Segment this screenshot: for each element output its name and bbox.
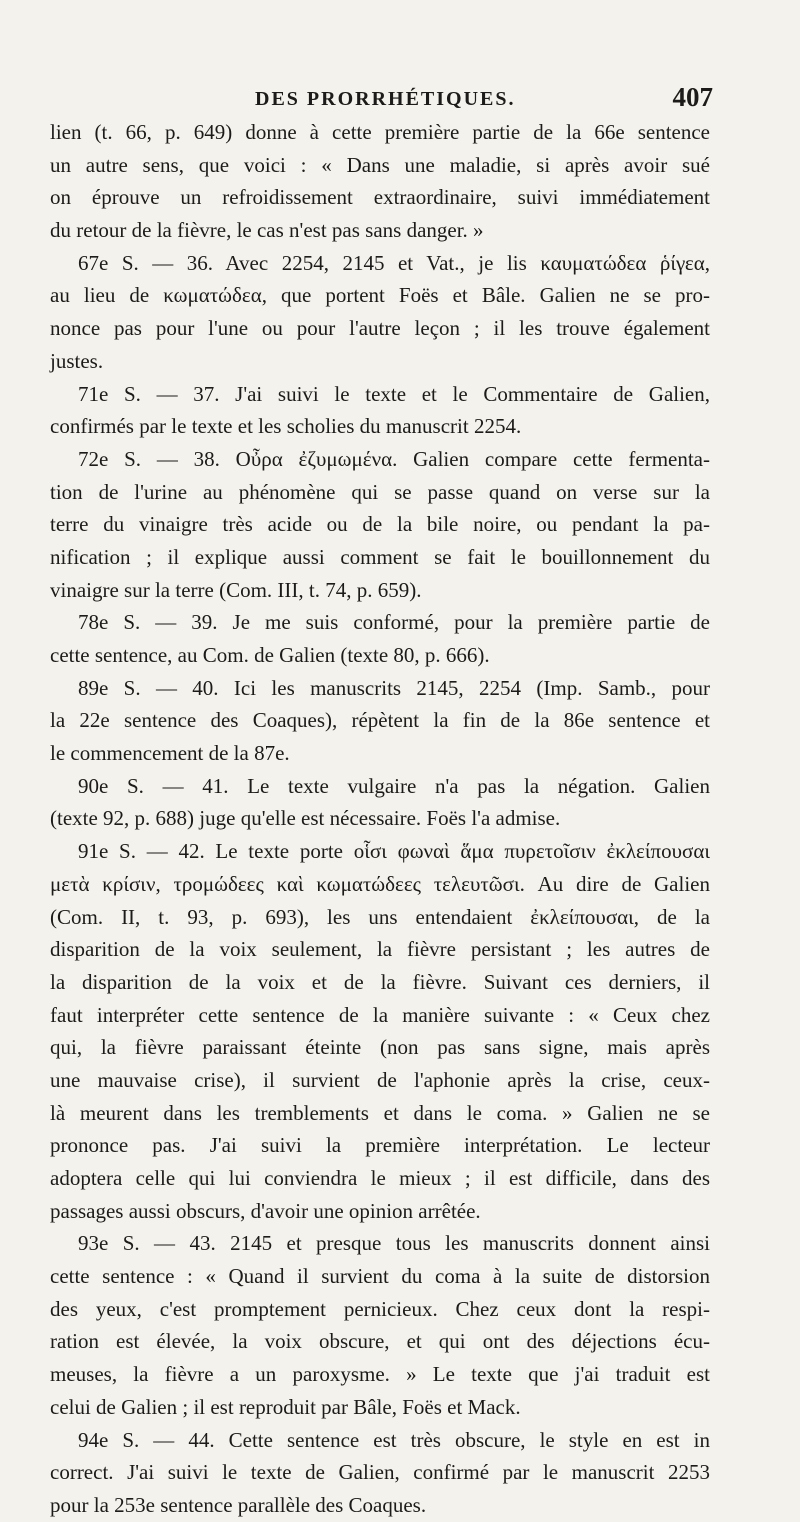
text-line: disparition de la voix seulement, la fièvre persistant ; les autres de	[50, 937, 710, 962]
text-line: au lieu de κωματώδεα, que portent Foës et Bâle. Galien ne se pro-	[50, 283, 710, 308]
text-line: le commencement de la 87e.	[50, 741, 290, 766]
text-line: passages aussi obscurs, d'avoir une opinion arrêtée.	[50, 1198, 481, 1223]
text-line: nification ; il explique aussi comment se fait le bouillonnement du	[50, 544, 710, 569]
text-line: 71e S. — 37. J'ai suivi le texte et le Commentaire de Galien,	[78, 381, 710, 406]
text-line: ration est élevée, la voix obscure, et qui ont des déjections écu-	[50, 1329, 710, 1354]
page-number: 407	[672, 82, 713, 112]
text-line: vinaigre sur la terre (Com. III, t. 74, p. 659).	[50, 577, 422, 602]
text-line: une mauvaise crise), il survient de l'aphonie après la crise, ceux-	[50, 1067, 710, 1092]
text-line: 89e S. — 40. Ici les manuscrits 2145, 2254 (Imp. Samb., pour	[78, 675, 710, 700]
text-line: 93e S. — 43. 2145 et presque tous les manuscrits donnent ainsi	[78, 1231, 710, 1256]
text-line: meuses, la fièvre a un paroxysme. » Le texte que j'ai traduit est	[50, 1362, 710, 1387]
text-line: prononce pas. J'ai suivi la première interprétation. Le lecteur	[50, 1133, 710, 1158]
text-line: un autre sens, que voici : « Dans une maladie, si après avoir sué	[50, 152, 710, 177]
text-line: 67e S. — 36. Avec 2254, 2145 et Vat., je lis καυματώδεα ῥίγεα,	[78, 250, 710, 275]
text-line: la 22e sentence des Coaques), répètent la fin de la 86e sentence et	[50, 708, 710, 733]
body-text	[50, 116, 710, 1522]
running-head	[255, 82, 755, 116]
text-line: cette sentence, au Com. de Galien (texte 80, p. 666).	[50, 643, 490, 667]
text-line: pour la 253e sentence parallèle des Coaques.	[50, 1492, 427, 1517]
running-head-title: DES PRORRHÉTIQUES.	[255, 88, 516, 110]
text-line: correct. J'ai suivi le texte de Galien, confirmé par le manuscrit 2253	[50, 1460, 710, 1485]
text-line: la disparition de la voix et de la fièvre. Suivant ces derniers, il	[50, 969, 710, 994]
text-line: tion de l'urine au phénomène qui se passe quand on verse sur la	[50, 479, 710, 504]
text-line: (Com. II, t. 93, p. 693), les uns entendaient ἐκλείπουσαι, de la	[50, 904, 710, 929]
text-line: confirmés par le texte et les scholies du manuscrit 2254.	[50, 414, 522, 439]
text-line: justes.	[50, 348, 104, 373]
text-line: lien (t. 66, p. 649) donne à cette première partie de la 66e sentence	[50, 120, 710, 144]
text-line: 91e S. — 42. Le texte porte οἷσι φωναὶ ἅμα πυρετοῖσιν ἐκλείπουσαι	[78, 839, 710, 864]
text-line: nonce pas pour l'une ou pour l'autre leçon ; il les trouve également	[50, 316, 710, 341]
text-line: 78e S. — 39. Je me suis conformé, pour la première partie de	[78, 610, 710, 635]
text-line: adoptera celle qui lui conviendra le mieux ; il est difficile, dans des	[50, 1166, 710, 1190]
text-line: là meurent dans les tremblements et dans le coma. » Galien ne se	[50, 1100, 710, 1125]
text-line: du retour de la fièvre, le cas n'est pas sans danger. »	[50, 218, 484, 243]
text-line: 90e S. — 41. Le texte vulgaire n'a pas la négation. Galien	[78, 773, 710, 798]
text-line: terre du vinaigre très acide ou de la bile noire, ou pendant la pa-	[50, 512, 710, 537]
text-line: qui, la fièvre paraissant éteinte (non pas sans signe, mais après	[50, 1035, 710, 1060]
text-line: cette sentence : « Quand il survient du coma à la suite de distorsion	[50, 1264, 710, 1289]
text-line: μετὰ κρίσιν, τρομώδεες καὶ κωματώδεες τελευτῶσι. Au dire de Galien	[50, 871, 710, 896]
text-line: (texte 92, p. 688) juge qu'elle est nécessaire. Foës l'a admise.	[50, 806, 561, 831]
text-line: 72e S. — 38. Οὖρα ἐζυμωμένα. Galien compare cette fermenta-	[78, 446, 710, 471]
text-line: faut interpréter cette sentence de la manière suivante : « Ceux chez	[50, 1002, 710, 1027]
text-line: des yeux, c'est promptement pernicieux. Chez ceux dont la respi-	[50, 1296, 710, 1321]
text-line: 94e S. — 44. Cette sentence est très obscure, le style en est in	[78, 1427, 710, 1452]
text-line: on éprouve un refroidissement extraordinaire, suivi immédiatement	[50, 185, 710, 210]
text-line: celui de Galien ; il est reproduit par Bâle, Foës et Mack.	[50, 1394, 521, 1419]
